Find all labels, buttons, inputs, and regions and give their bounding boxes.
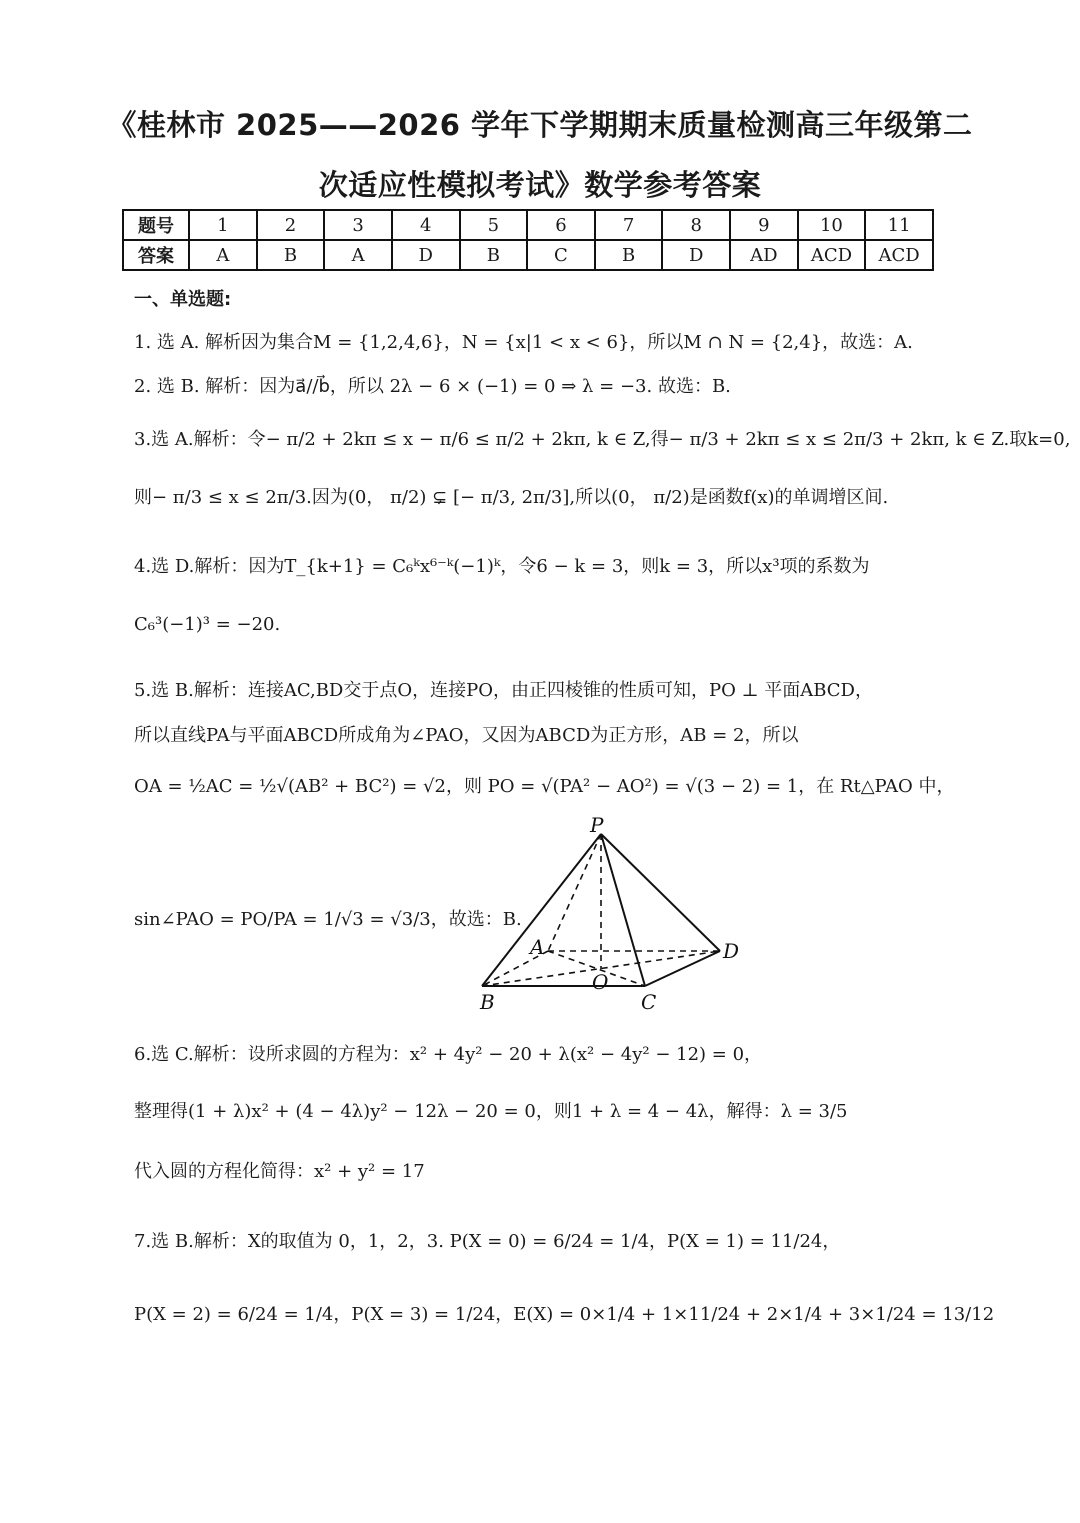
vertex-label-D: D	[723, 939, 740, 963]
question-number: 8	[662, 210, 730, 240]
solution-q5-line1: 5.选 B.解析：连接AC,BD交于点O，连接PO，由正四棱锥的性质可知，PO ⊥ 平面ABCD，	[134, 680, 873, 701]
section-heading: 一、单选题:	[134, 289, 232, 310]
solution-q6-line3: 代入圆的方程化简得：x² + y² = 17	[134, 1161, 425, 1182]
answer-cell: B	[257, 240, 325, 270]
solution-q5-line3: OA = ½AC = ½√(AB² + BC²) = √2，则 PO = √(PA² − AO²) = √(3 − 2) = 1，在 Rt△PAO 中，	[134, 776, 955, 797]
question-number: 9	[730, 210, 798, 240]
solution-q1: 1. 选 A. 解析因为集合M = {1,2,4,6}，N = {x|1 < x < 6}，所以M ∩ N = {2,4}，故选：A.	[134, 332, 913, 353]
answer-cell: D	[392, 240, 460, 270]
page-title-line1: 《桂林市 2025——2026 学年下学期期末质量检测高三年级第二	[107, 108, 973, 142]
solution-q5-line4: sin∠PAO = PO/PA = 1/√3 = √3/3，故选：B.	[134, 909, 522, 930]
solution-q5-line2: 所以直线PA与平面ABCD所成角为∠PAO，又因为ABCD为正方形，AB = 2，所以	[134, 725, 799, 746]
answer-cell: B	[595, 240, 663, 270]
question-number: 11	[865, 210, 933, 240]
solution-q3-line2: 则− π/3 ≤ x ≤ 2π/3.因为(0， π/2) ⊊ [− π/3, 2π/3],所以(0， π/2)是函数f(x)的单调增区间.	[134, 487, 889, 508]
page-title-line2: 次适应性模拟考试》数学参考答案	[318, 168, 762, 202]
answer-cell: C	[527, 240, 595, 270]
question-number: 4	[392, 210, 460, 240]
solution-q4-line1: 4.选 D.解析：因为T_{k+1} = C₆ᵏx⁶⁻ᵏ(−1)ᵏ，令6 − k = 3，则k = 3，所以x³项的系数为	[134, 556, 870, 577]
question-number: 1	[189, 210, 257, 240]
pyramid-diagram	[470, 812, 770, 1017]
answer-table-header-row	[123, 210, 933, 240]
solution-q3-line1: 3.选 A.解析：令− π/2 + 2kπ ≤ x − π/6 ≤ π/2 + 2kπ, k ∈ Z,得− π/3 + 2kπ ≤ x ≤ 2π/3 + 2kπ, k ∈ Z.取k=0,	[134, 429, 1071, 450]
solution-q2: 2. 选 B. 解析：因为a⃗//b⃗，所以 2λ − 6 × (−1) = 0 ⇒ λ = −3. 故选：B.	[134, 376, 731, 397]
answer-cell: A	[324, 240, 392, 270]
solution-q7-line2: P(X = 2) = 6/24 = 1/4，P(X = 3) = 1/24，E(X) = 0×1/4 + 1×11/24 + 2×1/4 + 3×1/24 = 13/12	[134, 1304, 995, 1325]
solution-q4-line2: C₆³(−1)³ = −20.	[134, 614, 281, 635]
vertex-label-B: B	[480, 990, 495, 1014]
answer-cell: AD	[730, 240, 798, 270]
solution-q7-line1: 7.选 B.解析：X的取值为 0，1，2，3. P(X = 0) = 6/24 = 1/4，P(X = 1) = 11/24，	[134, 1231, 841, 1252]
header-label: 题号	[123, 210, 189, 240]
answer-cell: A	[189, 240, 257, 270]
answer-cell: B	[460, 240, 528, 270]
vertex-label-C: C	[641, 990, 657, 1014]
answer-table	[122, 209, 934, 271]
vertex-label-A: A	[530, 935, 545, 959]
vertex-label-O: O	[592, 970, 609, 994]
answer-cell: ACD	[865, 240, 933, 270]
solution-q6-line1: 6.选 C.解析：设所求圆的方程为：x² + 4y² − 20 + λ(x² − 4y² − 12) = 0，	[134, 1044, 763, 1065]
question-number: 5	[460, 210, 528, 240]
question-number: 6	[527, 210, 595, 240]
question-number: 7	[595, 210, 663, 240]
solution-q6-line2: 整理得(1 + λ)x² + (4 − 4λ)y² − 12λ − 20 = 0，则1 + λ = 4 − 4λ，解得：λ = 3/5	[134, 1101, 848, 1122]
answer-table-answer-row	[123, 240, 933, 270]
vertex-label-P: P	[590, 813, 604, 837]
answer-cell: D	[662, 240, 730, 270]
question-number: 3	[324, 210, 392, 240]
answer-label: 答案	[123, 240, 189, 270]
answer-cell: ACD	[798, 240, 866, 270]
question-number: 10	[798, 210, 866, 240]
question-number: 2	[257, 210, 325, 240]
